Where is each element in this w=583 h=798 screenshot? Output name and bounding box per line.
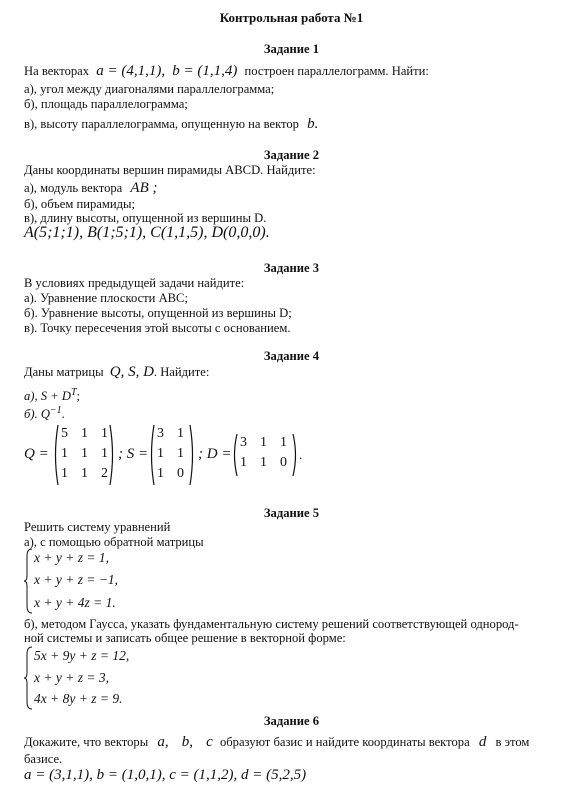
inverse-sup: −1	[49, 405, 62, 416]
system-a-brace	[24, 548, 34, 614]
task-6-line-2: базисе.	[24, 752, 63, 766]
matrix-s-cell: 3	[157, 426, 164, 441]
task-6-header: Задание 6	[263, 714, 320, 728]
task-1-line-1	[24, 64, 429, 78]
task-4-item-b-end: .	[61, 407, 65, 422]
system-b-eq-3: 4x + 8y + z = 9.	[34, 691, 123, 706]
task-6-vectors: a = (3,1,1), b = (1,0,1), c = (1,1,2), d = (5,2,5)	[24, 767, 307, 783]
matrix-s-cell: 1	[177, 426, 184, 441]
task-6-text-prove: Докажите, что векторы	[24, 735, 149, 749]
task-3-item-a: а). Уравнение плоскости ABC;	[24, 291, 188, 305]
task-6-text-in-this: в этом	[495, 735, 530, 749]
system-a-eq-2: x + y + z = −1,	[34, 572, 119, 587]
task-3-item-b: б). Уравнение высоты, опущенной из вершины D;	[24, 306, 292, 320]
task-3-header: Задание 3	[263, 261, 320, 275]
page-title: Контрольная работа №1	[219, 10, 364, 25]
matrix-q-cell: 1	[101, 446, 108, 461]
system-a-eq-1: x + y + z = 1,	[34, 550, 109, 565]
task-4-item-a-text: а), S + D	[24, 389, 71, 404]
transpose-sup: T	[70, 387, 77, 398]
vector-a: a = (4,1,1),	[96, 63, 166, 79]
matrix-q-cell: 5	[61, 426, 68, 441]
matrix-d-cell: 1	[280, 435, 287, 450]
system-b-brace	[24, 646, 34, 710]
task-5-item-b-line-2: ной системы и записать общее решение в векторной форме:	[24, 631, 346, 645]
task-5-intro: Решить систему уравнений	[24, 520, 171, 534]
task-1-item-c	[24, 117, 318, 131]
matrix-s-cell: 1	[177, 446, 184, 461]
matrix-q-cell: 1	[81, 446, 88, 461]
task-1-item-b: б), площадь параллелограмма;	[24, 97, 188, 111]
task-2-intro: Даны координаты вершин пирамиды ABCD. Найдите:	[24, 163, 316, 177]
matrix-q-cell: 2	[101, 466, 108, 481]
task-4-item-b-text: б). Q	[24, 407, 50, 422]
task-1-item-c-text: в), высоту параллелограмма, опущенную на вектор	[24, 117, 299, 131]
task-2-item-c: в), длину высоты, опущенной из вершины D.	[24, 211, 267, 225]
matrix-q-cell: 1	[101, 426, 108, 441]
matrix-q-cell: 1	[81, 426, 88, 441]
task-4-intro	[24, 365, 209, 379]
task-5-item-b-line-1: б), методом Гаусса, указать фундаментальную систему решений соответствующей однород-	[24, 617, 519, 631]
matrix-q-cell: 1	[81, 466, 88, 481]
task-3-intro: В условиях предыдущей задачи найдите:	[24, 276, 245, 290]
pyramid-points: A(5;1;1), B(1;5;1), C(1,1,5), D(0,0,0).	[24, 224, 270, 241]
vector-b: b = (1,1,4)	[172, 63, 238, 79]
task-2-item-a-text: а), модуль вектора	[24, 181, 123, 195]
task-6-vec-b: b,	[181, 734, 193, 750]
matrix-q-cell: 1	[61, 466, 68, 481]
system-b-eq-1: 5x + 9y + z = 12,	[34, 648, 130, 663]
matrix-d-cell: 0	[280, 455, 287, 470]
vector-ab: AB ;	[130, 180, 158, 196]
matrix-d-cell: 1	[240, 455, 247, 470]
task-1-header: Задание 1	[263, 42, 320, 56]
task-2-item-a	[24, 181, 157, 195]
task-1-item-a: а), угол между диагоналями параллелограмма;	[24, 82, 275, 96]
matrix-d-cell: 3	[240, 435, 247, 450]
task-4-intro-end: . Найдите:	[153, 365, 210, 379]
task-3-item-c: в). Точку пересечения этой высоты с основанием.	[24, 321, 291, 335]
task-6-text-basis: образуют базис и найдите координаты вектора	[219, 735, 470, 749]
task-4-item-a-end: ;	[76, 389, 81, 404]
task-4-item-a	[24, 386, 80, 403]
task-4-item-b	[24, 404, 65, 421]
matrices-names: Q, S, D	[109, 364, 154, 380]
matrix-d-cell: 1	[260, 435, 267, 450]
matrix-q-label: Q =	[24, 446, 49, 462]
matrix-s-cell: 0	[177, 466, 184, 481]
matrix-d-label: ; D =	[198, 446, 232, 462]
matrix-s-cell: 1	[157, 466, 164, 481]
matrix-s-cell: 1	[157, 446, 164, 461]
task-5-item-a: а), с помощью обратной матрицы	[24, 535, 204, 549]
task-2-header: Задание 2	[263, 148, 320, 162]
system-b-eq-2: x + y + z = 3,	[34, 670, 109, 685]
task-1-text-built: построен параллелограмм. Найти:	[244, 64, 429, 78]
vector-b-short: b.	[307, 116, 319, 132]
task-1-text-on-vectors: На векторах	[24, 64, 90, 78]
task-2-item-b: б), объем пирамиды;	[24, 197, 135, 211]
matrix-d-cell: 1	[260, 455, 267, 470]
task-6-line-1	[24, 735, 529, 749]
task-6-vec-a: a,	[157, 734, 169, 750]
task-6-vec-c: c	[206, 734, 213, 750]
system-a-eq-3: x + y + 4z = 1.	[34, 595, 116, 610]
matrix-q-cell: 1	[61, 446, 68, 461]
matrix-s-label: ; S =	[118, 446, 149, 462]
matrix-end-dot: .	[299, 448, 303, 462]
task-5-header: Задание 5	[263, 506, 320, 520]
task-4-header: Задание 4	[263, 349, 320, 363]
task-6-vec-d: d	[478, 734, 487, 750]
matrix-s-brackets	[148, 423, 196, 487]
task-4-intro-text: Даны матрицы	[24, 365, 104, 379]
